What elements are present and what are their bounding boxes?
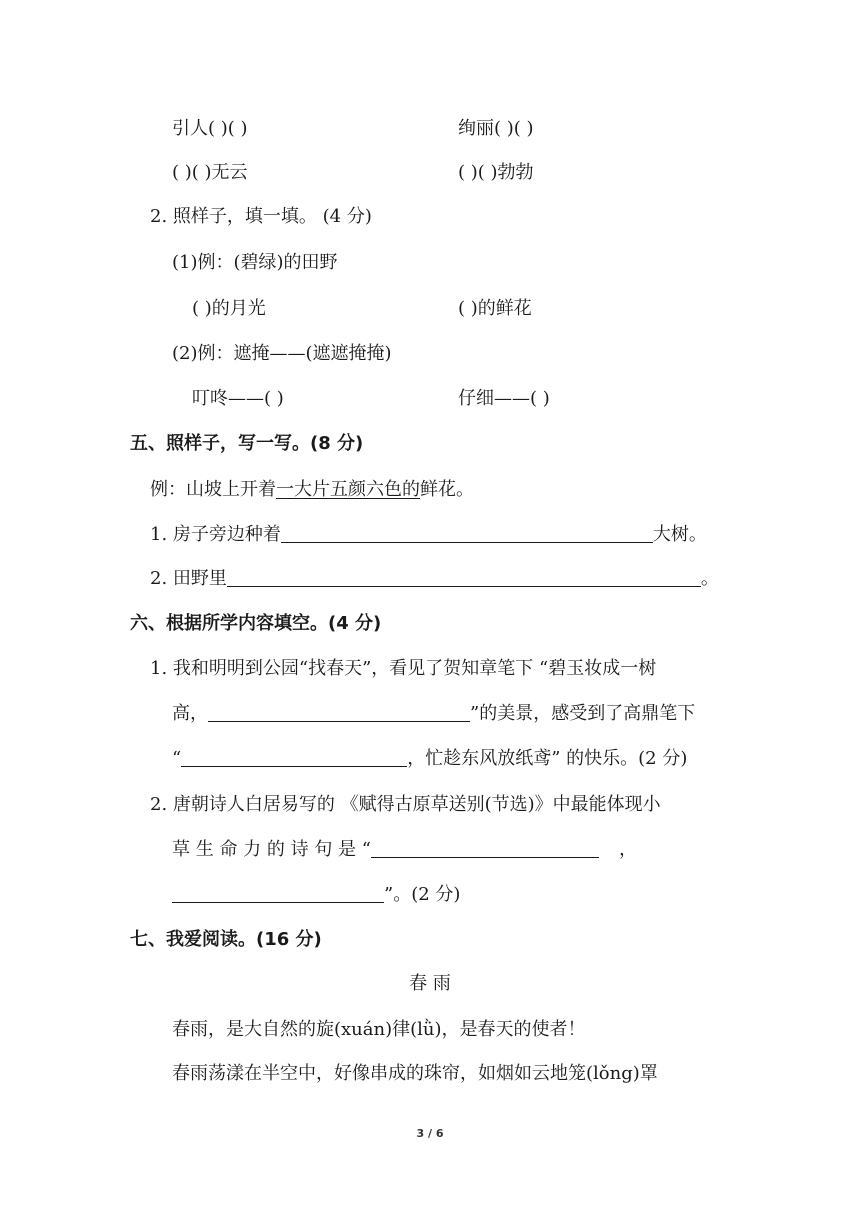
example-suffix: 鲜花。	[420, 479, 474, 500]
section5-example	[150, 478, 474, 502]
item1-suffix: 大树。	[652, 524, 707, 545]
poem-blank-4[interactable]	[172, 884, 384, 903]
q4-2-ex1-right: ( )的鲜花	[458, 298, 532, 319]
item2-blank[interactable]	[227, 568, 701, 587]
line3-prefix: “	[172, 748, 182, 769]
section5-heading: 五、照样子，写一写。(8 分)	[130, 433, 364, 454]
section6-item2-line3	[172, 883, 460, 907]
poem-blank-2[interactable]	[181, 748, 407, 767]
idiom-row2-right: ( )( )勃勃	[458, 162, 534, 183]
example-prefix: 例：山坡上开着	[150, 479, 276, 500]
article-para2: 春雨荡漾在半空中，好像串成的珠帘，如烟如云地笼(lǒng)罩	[172, 1063, 658, 1084]
idiom-row1-right: 绚丽( )( )	[458, 118, 534, 139]
section6-item1-line1: 1. 我和明明到公园“找春天”，看见了贺知章笔下 “碧玉妆成一树	[150, 658, 657, 679]
q4-2-ex2-right: 仔细——( )	[458, 388, 550, 409]
idiom-row2-left: ( )( )无云	[172, 162, 248, 183]
section6-item2-line1: 2. 唐朝诗人白居易写的 《赋得古原草送别(节选)》中最能体现小	[150, 794, 661, 815]
section5-item1	[150, 523, 707, 547]
line2-suffix: ”的美景，感受到了高鼎笔下	[470, 703, 696, 724]
item2-line3-suffix: ”。(2 分)	[384, 884, 461, 905]
item2-line2-prefix: 草 生 命 力 的 诗 句 是 “	[172, 839, 371, 860]
section6-item1-line2	[172, 702, 695, 726]
section6-item1-line3	[172, 747, 687, 771]
poem-blank-3[interactable]	[371, 839, 599, 858]
line2-prefix: 高，	[172, 703, 208, 724]
item2-line2-suffix: ，	[618, 839, 637, 860]
item1-prefix: 1. 房子旁边种着	[150, 524, 281, 545]
section6-item2-line2	[172, 838, 637, 862]
q4-2-ex1-left: ( )的月光	[192, 298, 266, 319]
example-underlined: 一大片五颜六色的	[276, 479, 420, 500]
item2-prefix: 2. 田野里	[150, 568, 227, 589]
line3-suffix: ，忙趁东风放纸鸢” 的快乐。(2 分)	[407, 748, 688, 769]
item2-suffix: 。	[700, 568, 719, 589]
section6-heading: 六、根据所学内容填空。(4 分)	[130, 613, 382, 634]
item1-blank[interactable]	[281, 524, 653, 543]
q4-2-ex2-left: 叮咚——( )	[192, 388, 284, 409]
q4-2-title: 2. 照样子，填一填。 (4 分)	[150, 206, 372, 227]
section5-item2	[150, 567, 719, 591]
poem-blank-1[interactable]	[208, 703, 470, 722]
idiom-row1-left: 引人( )( )	[172, 118, 248, 139]
article-title: 春 雨	[409, 973, 451, 994]
article-para1: 春雨，是大自然的旋(xuán)律(lǜ)，是春天的使者！	[172, 1019, 586, 1040]
q4-2-example1: (1)例：(碧绿)的田野	[172, 252, 338, 273]
section7-heading: 七、我爱阅读。(16 分)	[130, 929, 322, 950]
q4-2-example2: (2)例：遮掩——(遮遮掩掩)	[172, 343, 392, 364]
page-number: 3 / 6	[416, 1127, 444, 1140]
